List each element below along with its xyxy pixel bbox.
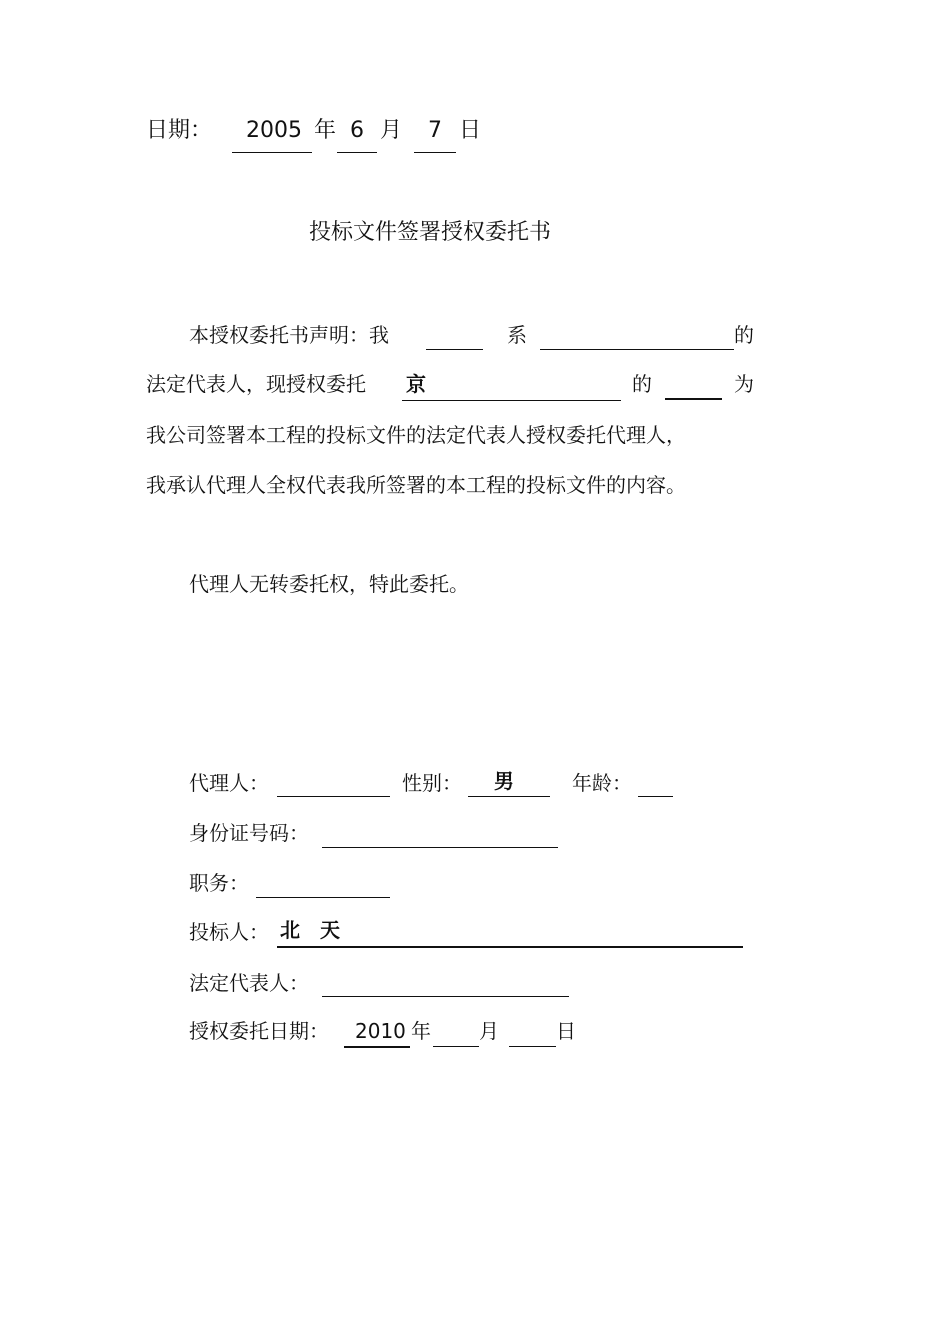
date-month-underline	[337, 152, 377, 153]
position-underline	[256, 897, 390, 898]
body-p1-a: 本授权委托书声明：我	[189, 323, 389, 347]
date-year-underline	[232, 152, 312, 153]
age-underline	[638, 796, 673, 797]
gender-value: 男	[494, 769, 514, 793]
position-label: 职务：	[189, 871, 249, 895]
auth-month-unit: 月	[479, 1019, 499, 1043]
date-day-unit: 日	[459, 118, 482, 143]
auth-year-underline	[344, 1046, 410, 1048]
body-p5: 代理人无转委托权，特此委托。	[189, 572, 469, 596]
date-year: 2005	[246, 118, 302, 143]
auth-day-unit: 日	[556, 1019, 576, 1043]
body-p2-a: 法定代表人，现授权委托	[146, 372, 366, 396]
delegate-name-underline	[665, 398, 722, 400]
agent-underline	[277, 796, 390, 797]
date-year-unit: 年	[314, 118, 337, 143]
id-underline	[322, 847, 558, 848]
body-p2-b: 的	[632, 372, 652, 396]
body-p4: 我承认代理人全权代表我所签署的本工程的投标文件的内容。	[146, 473, 686, 497]
date-day-underline	[414, 152, 456, 153]
bidder-underline	[277, 946, 743, 948]
auth-year: 2010	[355, 1019, 406, 1043]
bidder-value-2: 天	[320, 918, 340, 942]
gender-label: 性别：	[402, 771, 462, 795]
body-p3: 我公司签署本工程的投标文件的法定代表人授权委托代理人，	[146, 423, 686, 447]
date-label: 日期：	[146, 118, 213, 143]
id-label: 身份证号码：	[189, 821, 309, 845]
auth-day-underline	[509, 1046, 556, 1047]
name-blank-underline	[426, 349, 483, 350]
auth-year-unit: 年	[411, 1019, 431, 1043]
legal-rep-underline	[322, 996, 569, 997]
auth-date-label: 授权委托日期：	[189, 1019, 329, 1043]
page-title: 投标文件签署授权委托书	[309, 220, 552, 245]
body-p1-b: 系	[507, 323, 527, 347]
date-month-unit: 月	[380, 118, 403, 143]
agent-label: 代理人：	[189, 771, 269, 795]
gender-underline	[468, 796, 550, 797]
bidder-value-1: 北	[280, 918, 300, 942]
legal-rep-label: 法定代表人：	[189, 971, 309, 995]
age-label: 年龄：	[572, 771, 632, 795]
delegate-fill-value: 京	[406, 372, 426, 396]
date-month: 6	[350, 118, 364, 143]
auth-month-underline	[433, 1046, 479, 1047]
bidder-label: 投标人：	[189, 920, 269, 944]
body-p1-c: 的	[734, 323, 754, 347]
company-blank-underline	[540, 349, 734, 350]
delegate-blank-underline	[402, 400, 621, 401]
body-p2-c: 为	[734, 372, 754, 396]
date-day: 7	[428, 118, 442, 143]
